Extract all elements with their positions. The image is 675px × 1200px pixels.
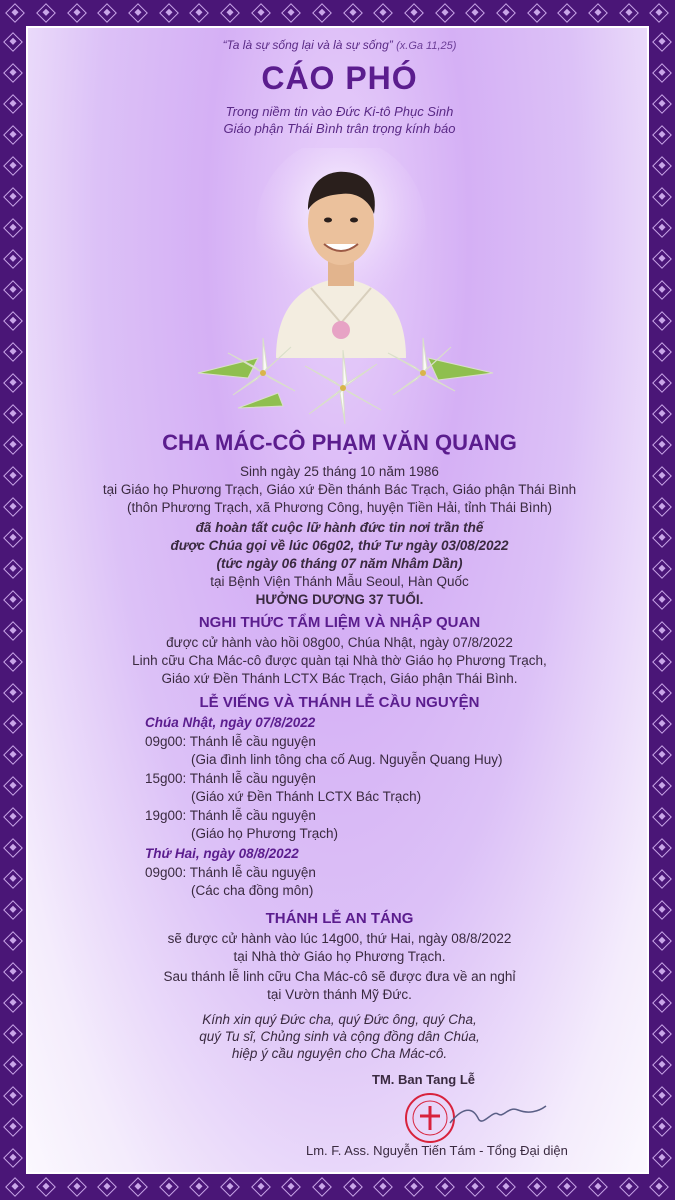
border-top [0,0,675,26]
vigil-item-note: (Gia đình linh tông cha cố Aug. Nguyễn Quang Huy) [191,752,503,767]
page-title: CÁO PHÓ [261,60,418,96]
subtitle-line-1: Trong niềm tin vào Đức Ki-tô Phục Sinh [225,104,454,119]
birth-place: tại Giáo họ Phương Trạch, Giáo xứ Đền thánh Bác Trạch, Giáo phận Thái Bình [102,482,577,497]
death-place: tại Bệnh Viện Thánh Mẫu Seoul, Hàn Quốc [210,574,469,589]
encoffin-line-2: Linh cữu Cha Mác-cô được quàn tại Nhà thờ Giáo họ Phương Trạch, [132,653,547,668]
burial-line-1: sẽ được cử hành vào lúc 14g00, thứ Hai, ngày 08/8/2022 [167,931,512,946]
death-line-2: được Chúa gọi về lúc 06g02, thứ Tư ngày 03/08/2022 [170,538,509,553]
scripture-quote: “Ta là sự sống lại và là sự sống” (x.Ga 11,25) [222,38,457,52]
vigil-item-time: 09g00: Thánh lễ cầu nguyện [145,734,316,749]
border-left [0,26,26,1174]
seal-and-signature [400,1088,550,1148]
vigil-item-time: 09g00: Thánh lễ cầu nguyện [145,865,316,880]
death-line-1: đã hoàn tất cuộc lữ hành đức tin nơi trần thế [195,520,484,535]
lily-flowers [178,318,508,428]
signature-org: TM. Ban Tang Lễ [372,1072,476,1087]
vigil-day-2: Thứ Hai, ngày 08/8/2022 [145,846,299,861]
burial-line-3: Sau thánh lễ linh cữu Cha Mác-cô sẽ được đưa về an nghỉ [163,969,516,984]
border-bottom [0,1174,675,1200]
closing-line-1: Kính xin quý Đức cha, quý Đức ông, quý Cha, [202,1012,477,1027]
birth-date: Sinh ngày 25 tháng 10 năm 1986 [240,464,439,479]
closing-line-3: hiệp ý cầu nguyện cho Cha Mác-cô. [231,1046,448,1061]
burial-line-4: tại Vườn thánh Mỹ Đức. [267,987,412,1002]
vigil-item-note: (Giáo họ Phương Trạch) [191,826,338,841]
encoffin-heading: NGHI THỨC TẨM LIỆM VÀ NHẬP QUAN [198,614,481,631]
content-panel [26,26,649,1174]
deceased-name: CHA MÁC-CÔ PHẠM VĂN QUANG [162,430,517,455]
birth-address: (thôn Phương Trạch, xã Phương Công, huyện Tiền Hải, tỉnh Thái Bình) [126,500,553,515]
encoffin-line-3: Giáo xứ Đền Thánh LCTX Bác Trạch, Giáo phận Thái Bình. [161,671,518,686]
scripture-reference: (x.Ga 11,25) [396,40,457,52]
death-lunar-date: (tức ngày 06 tháng 07 năm Nhâm Dần) [216,556,463,571]
vigil-day-1: Chúa Nhật, ngày 07/8/2022 [145,715,316,730]
vigil-item-time: 15g00: Thánh lễ cầu nguyện [145,771,316,786]
vigil-item-note: (Giáo xứ Đền Thánh LCTX Bác Trạch) [191,789,422,804]
subtitle-line-2: Giáo phận Thái Bình trân trọng kính báo [223,121,456,136]
border-right [649,26,675,1174]
closing-line-2: quý Tu sĩ, Chủng sinh và cộng đồng dân Chúa, [199,1029,480,1044]
vigil-item-time: 19g00: Thánh lễ cầu nguyện [145,808,316,823]
burial-heading: THÁNH LỄ AN TÁNG [265,910,414,927]
vigil-item-note: (Các cha đồng môn) [191,883,314,898]
vigil-heading: LỄ VIẾNG VÀ THÁNH LỄ CẦU NGUYỆN [199,694,480,711]
signer-name: Lm. F. Ass. Nguyễn Tiến Tám - Tổng Đại diện [306,1143,568,1158]
age-at-death: HƯỞNG DƯƠNG 37 TUỔI. [255,592,424,607]
encoffin-line-1: được cử hành vào hồi 08g00, Chúa Nhật, ngày 07/8/2022 [166,635,513,650]
burial-line-2: tại Nhà thờ Giáo họ Phương Trạch. [233,949,446,964]
